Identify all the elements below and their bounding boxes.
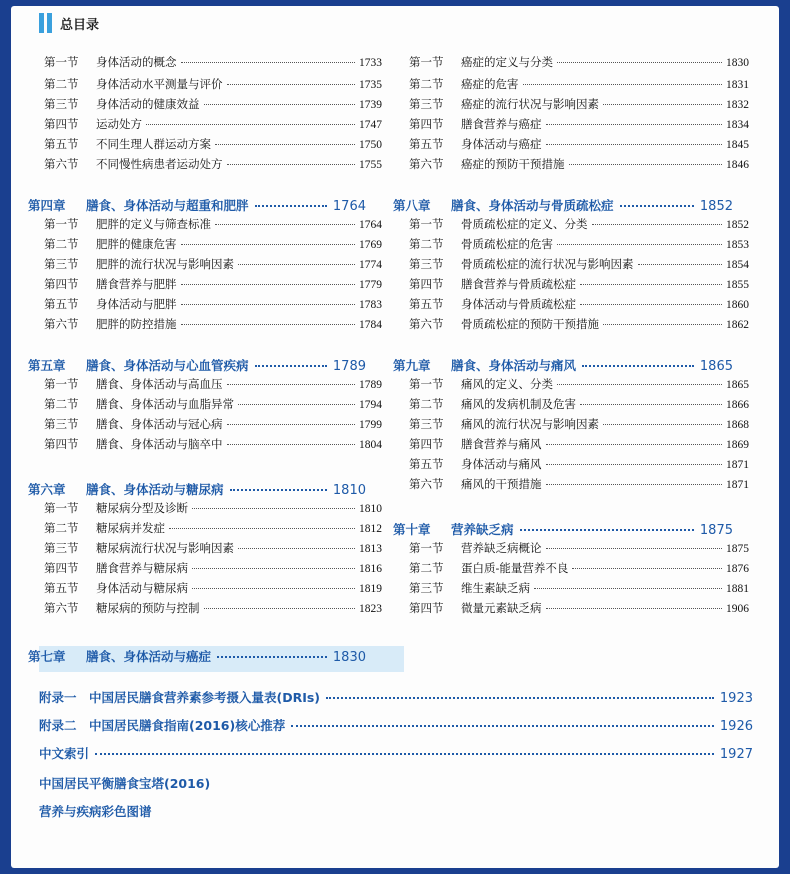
section-title: 骨质疏松症的定义、分类	[461, 217, 588, 231]
section-number: 第三节	[44, 541, 79, 555]
chapter-number: 第七章	[28, 649, 66, 664]
section-number: 第五节	[44, 137, 79, 151]
section-entry[interactable]	[409, 396, 749, 412]
page-number: 1845	[726, 139, 749, 151]
section-entry[interactable]	[44, 560, 382, 576]
section-number: 第三节	[44, 417, 79, 431]
page-number: 1789	[332, 359, 366, 374]
section-entry[interactable]	[44, 376, 382, 392]
section-entry[interactable]	[409, 376, 749, 392]
section-number: 第三节	[409, 581, 444, 595]
section-entry[interactable]	[44, 156, 382, 172]
section-number: 第二节	[409, 77, 444, 91]
leader-dots	[215, 144, 355, 145]
appendix-title: 中文索引	[39, 746, 90, 761]
page-number: 1810	[332, 483, 366, 498]
section-title: 糖尿病分型及诊断	[96, 501, 188, 515]
leader-dots	[204, 608, 356, 609]
leader-dots	[603, 424, 722, 425]
page-number: 1876	[726, 563, 749, 575]
appendix-entry[interactable]	[39, 688, 753, 706]
page-number: 1831	[726, 79, 749, 91]
leader-dots	[181, 324, 356, 325]
page-number: 1834	[726, 119, 749, 131]
chapter-entry[interactable]	[28, 356, 366, 374]
section-title: 肥胖的定义与筛查标准	[96, 217, 211, 231]
section-number: 第二节	[44, 397, 79, 411]
section-title: 膳食营养与癌症	[461, 117, 542, 131]
leader-dots	[227, 444, 356, 445]
leader-dots	[192, 568, 355, 569]
section-number: 第一节	[409, 55, 444, 69]
leader-dots	[217, 656, 327, 658]
leader-dots	[238, 404, 355, 405]
page-number: 1846	[726, 159, 749, 171]
section-title: 膳食、身体活动与脑卒中	[96, 437, 223, 451]
leader-dots	[557, 244, 722, 245]
chapter-number: 第九章	[393, 358, 431, 373]
section-entry[interactable]	[44, 216, 382, 232]
section-number: 第二节	[44, 237, 79, 251]
header-bars-icon	[39, 13, 52, 33]
page-number: 1733	[359, 57, 382, 69]
section-number: 第三节	[409, 97, 444, 111]
page-number: 1784	[359, 319, 382, 331]
appendix-title: 中国居民平衡膳食宝塔(2016)	[39, 776, 211, 791]
leader-dots	[230, 489, 327, 491]
leader-dots	[238, 548, 355, 549]
section-entry[interactable]	[44, 54, 382, 70]
section-number: 第四节	[409, 601, 444, 615]
leader-dots	[580, 404, 722, 405]
chapter-entry[interactable]	[393, 196, 733, 214]
page-header	[39, 12, 99, 34]
section-entry[interactable]	[409, 96, 749, 112]
section-entry[interactable]	[409, 456, 749, 472]
page-number: 1830	[726, 57, 749, 69]
section-number: 第五节	[409, 137, 444, 151]
page-number: 1794	[359, 399, 382, 411]
section-number: 第二节	[44, 521, 79, 535]
appendix-entry[interactable]	[39, 716, 753, 734]
section-title: 肥胖的健康危害	[96, 237, 177, 251]
leader-dots	[546, 464, 723, 465]
section-number: 第二节	[44, 77, 79, 91]
toc-page	[11, 6, 779, 868]
page-number: 1789	[359, 379, 382, 391]
section-entry[interactable]	[44, 276, 382, 292]
section-title: 骨质疏松症的危害	[461, 237, 553, 251]
section-number: 第六节	[409, 157, 444, 171]
section-title: 不同生理人群运动方案	[96, 137, 211, 151]
section-number: 第六节	[409, 317, 444, 331]
appendix-entry[interactable]	[39, 802, 152, 820]
page-number: 1853	[726, 239, 749, 251]
section-title: 骨质疏松症的流行状况与影响因素	[461, 257, 634, 271]
page-number: 1871	[726, 479, 749, 491]
section-entry[interactable]	[44, 116, 382, 132]
leader-dots	[523, 84, 723, 85]
leader-dots	[534, 588, 722, 589]
section-entry[interactable]	[409, 136, 749, 152]
page-number: 1764	[332, 199, 366, 214]
appendix-entry[interactable]	[39, 744, 753, 762]
page-number: 1779	[359, 279, 382, 291]
section-number: 第二节	[409, 237, 444, 251]
section-title: 身体活动的健康效益	[96, 97, 200, 111]
leader-dots	[227, 424, 356, 425]
leader-dots	[572, 568, 722, 569]
page-number: 1799	[359, 419, 382, 431]
section-number: 第六节	[44, 601, 79, 615]
section-entry[interactable]	[409, 476, 749, 492]
section-title: 运动处方	[96, 117, 142, 131]
section-number: 第六节	[409, 477, 444, 491]
section-number: 第三节	[409, 417, 444, 431]
section-title: 糖尿病并发症	[96, 521, 165, 535]
section-entry[interactable]	[409, 54, 749, 70]
section-entry[interactable]	[409, 540, 749, 556]
page-number: 1816	[359, 563, 382, 575]
leader-dots	[569, 164, 723, 165]
leader-dots	[546, 124, 723, 125]
leader-dots	[181, 244, 356, 245]
leader-dots	[192, 588, 355, 589]
page-number: 1871	[726, 459, 749, 471]
chapter-title: 膳食、身体活动与超重和肥胖	[86, 198, 249, 213]
section-title: 癌症的危害	[461, 77, 519, 91]
chapter-entry[interactable]	[28, 480, 366, 498]
page-number: 1855	[726, 279, 749, 291]
leader-dots	[546, 144, 723, 145]
leader-dots	[146, 124, 355, 125]
section-title: 身体活动水平测量与评价	[96, 77, 223, 91]
leader-dots	[546, 444, 723, 445]
section-entry[interactable]	[409, 436, 749, 452]
section-entry[interactable]	[409, 600, 749, 616]
chapter-title: 膳食、身体活动与心血管疾病	[86, 358, 249, 373]
section-number: 第一节	[44, 217, 79, 231]
section-entry[interactable]	[44, 396, 382, 412]
chapter-number: 第四章	[28, 198, 66, 213]
section-title: 身体活动的概念	[96, 55, 177, 69]
appendix-title: 附录一 中国居民膳食营养素参考摄入量表(DRIs)	[39, 690, 321, 705]
section-number: 第四节	[409, 117, 444, 131]
leader-dots	[546, 484, 723, 485]
section-entry[interactable]	[409, 116, 749, 132]
leader-dots	[603, 104, 722, 105]
chapter-number: 第五章	[28, 358, 66, 373]
section-title: 膳食、身体活动与血脂异常	[96, 397, 234, 411]
page-number: 1783	[359, 299, 382, 311]
leader-dots	[181, 284, 356, 285]
chapter-entry[interactable]	[393, 520, 733, 538]
section-title: 糖尿病流行状况与影响因素	[96, 541, 234, 555]
section-title: 身体活动与癌症	[461, 137, 542, 151]
section-title: 糖尿病的预防与控制	[96, 601, 200, 615]
section-number: 第一节	[409, 377, 444, 391]
chapter-title: 膳食、身体活动与糖尿病	[86, 482, 224, 497]
leader-dots	[557, 62, 722, 63]
leader-dots	[238, 264, 355, 265]
section-number: 第四节	[44, 437, 79, 451]
section-number: 第五节	[409, 297, 444, 311]
section-number: 第五节	[44, 581, 79, 595]
page-number: 1804	[359, 439, 382, 451]
page-number: 1875	[726, 543, 749, 555]
section-number: 第一节	[409, 217, 444, 231]
section-entry[interactable]	[409, 296, 749, 312]
section-title: 蛋白质-能量营养不良	[461, 561, 569, 575]
leader-dots	[255, 365, 327, 367]
leader-dots	[192, 508, 355, 509]
section-entry[interactable]	[409, 316, 749, 332]
section-entry[interactable]	[409, 580, 749, 596]
page-number: 1923	[719, 691, 753, 706]
section-entry[interactable]	[44, 540, 382, 556]
page-number: 1812	[359, 523, 382, 535]
section-title: 膳食、身体活动与冠心病	[96, 417, 223, 431]
section-entry[interactable]	[409, 276, 749, 292]
leader-dots	[580, 284, 722, 285]
leader-dots	[638, 264, 723, 265]
page-number: 1854	[726, 259, 749, 271]
section-entry[interactable]	[409, 560, 749, 576]
page-number: 1868	[726, 419, 749, 431]
section-entry[interactable]	[44, 436, 382, 452]
page-number: 1830	[332, 650, 366, 665]
section-entry[interactable]	[409, 256, 749, 272]
page-number: 1875	[699, 523, 733, 538]
page-number: 1813	[359, 543, 382, 555]
section-number: 第四节	[44, 117, 79, 131]
appendix-title: 附录二 中国居民膳食指南(2016)核心推荐	[39, 718, 286, 733]
section-title: 膳食营养与糖尿病	[96, 561, 188, 575]
section-title: 癌症的定义与分类	[461, 55, 553, 69]
page-number: 1764	[359, 219, 382, 231]
chapter-number: 第十章	[393, 522, 431, 537]
page-number: 1750	[359, 139, 382, 151]
section-entry[interactable]	[44, 236, 382, 252]
section-number: 第四节	[44, 561, 79, 575]
leader-dots	[546, 608, 723, 609]
page-number: 1852	[726, 219, 749, 231]
page-number: 1739	[359, 99, 382, 111]
leader-dots	[520, 529, 694, 531]
leader-dots	[204, 104, 356, 105]
section-entry[interactable]	[44, 136, 382, 152]
page-number: 1881	[726, 583, 749, 595]
section-entry[interactable]	[409, 236, 749, 252]
section-number: 第五节	[409, 457, 444, 471]
section-title: 膳食、身体活动与高血压	[96, 377, 223, 391]
page-number: 1735	[359, 79, 382, 91]
leader-dots	[227, 384, 356, 385]
section-title: 痛风的发病机制及危害	[461, 397, 576, 411]
section-number: 第六节	[44, 157, 79, 171]
leader-dots	[227, 84, 356, 85]
section-title: 微量元素缺乏病	[461, 601, 542, 615]
section-title: 痛风的流行状况与影响因素	[461, 417, 599, 431]
section-entry[interactable]	[44, 520, 382, 536]
section-number: 第二节	[409, 397, 444, 411]
section-entry[interactable]	[44, 96, 382, 112]
chapter-title: 膳食、身体活动与癌症	[86, 649, 212, 664]
page-number: 1862	[726, 319, 749, 331]
section-number: 第三节	[44, 257, 79, 271]
appendix-entry[interactable]	[39, 774, 210, 792]
section-number: 第一节	[409, 541, 444, 555]
page-number: 1852	[699, 199, 733, 214]
page-number: 1819	[359, 583, 382, 595]
section-entry[interactable]	[409, 156, 749, 172]
section-entry[interactable]	[44, 600, 382, 616]
section-title: 身体活动与肥胖	[96, 297, 177, 311]
section-number: 第四节	[409, 277, 444, 291]
page-number: 1926	[719, 719, 753, 734]
page-number: 1747	[359, 119, 382, 131]
section-entry[interactable]	[409, 216, 749, 232]
leader-dots	[181, 62, 356, 63]
section-title: 身体活动与糖尿病	[96, 581, 188, 595]
leader-dots	[603, 324, 722, 325]
section-title: 膳食营养与痛风	[461, 437, 542, 451]
section-entry[interactable]	[409, 76, 749, 92]
section-number: 第三节	[409, 257, 444, 271]
chapter-title: 膳食、身体活动与骨质疏松症	[451, 198, 614, 213]
leader-dots	[227, 164, 356, 165]
page-number: 1823	[359, 603, 382, 615]
section-title: 癌症的流行状况与影响因素	[461, 97, 599, 111]
section-entry[interactable]	[44, 316, 382, 332]
leader-dots	[582, 365, 694, 367]
section-number: 第一节	[44, 55, 79, 69]
leader-dots	[620, 205, 694, 207]
leader-dots	[95, 753, 714, 755]
section-title: 维生素缺乏病	[461, 581, 530, 595]
leader-dots	[580, 304, 722, 305]
section-number: 第一节	[44, 377, 79, 391]
section-entry[interactable]	[44, 500, 382, 516]
section-number: 第三节	[44, 97, 79, 111]
section-title: 营养缺乏病概论	[461, 541, 542, 555]
page-number: 1865	[726, 379, 749, 391]
section-title: 肥胖的流行状况与影响因素	[96, 257, 234, 271]
section-number: 第二节	[409, 561, 444, 575]
chapter-number: 第六章	[28, 482, 66, 497]
section-title: 癌症的预防干预措施	[461, 157, 565, 171]
section-title: 骨质疏松症的预防干预措施	[461, 317, 599, 331]
chapter-title: 营养缺乏病	[451, 522, 514, 537]
page-number: 1865	[699, 359, 733, 374]
page-number: 1869	[726, 439, 749, 451]
chapter-entry[interactable]	[393, 356, 733, 374]
page-number: 1860	[726, 299, 749, 311]
page-number: 1755	[359, 159, 382, 171]
leader-dots	[326, 697, 714, 699]
section-title: 身体活动与痛风	[461, 457, 542, 471]
section-title: 肥胖的防控措施	[96, 317, 177, 331]
chapter-number: 第八章	[393, 198, 431, 213]
page-title: 总目录	[60, 17, 100, 33]
leader-dots	[169, 528, 355, 529]
chapter-entry[interactable]	[28, 647, 366, 665]
page-number: 1832	[726, 99, 749, 111]
chapter-title: 膳食、身体活动与痛风	[451, 358, 577, 373]
leader-dots	[592, 224, 723, 225]
section-number: 第四节	[409, 437, 444, 451]
section-title: 膳食营养与肥胖	[96, 277, 177, 291]
appendix-title: 营养与疾病彩色图谱	[39, 804, 152, 819]
leader-dots	[291, 725, 714, 727]
section-title: 身体活动与骨质疏松症	[461, 297, 576, 311]
page-number: 1927	[719, 747, 753, 762]
section-title: 膳食营养与骨质疏松症	[461, 277, 576, 291]
section-number: 第六节	[44, 317, 79, 331]
section-entry[interactable]	[44, 76, 382, 92]
leader-dots	[215, 224, 355, 225]
leader-dots	[546, 548, 723, 549]
page-number: 1906	[726, 603, 749, 615]
section-number: 第一节	[44, 501, 79, 515]
section-entry[interactable]	[44, 296, 382, 312]
chapter-entry[interactable]	[28, 196, 366, 214]
section-entry[interactable]	[409, 416, 749, 432]
leader-dots	[181, 304, 356, 305]
page-number: 1774	[359, 259, 382, 271]
leader-dots	[255, 205, 327, 207]
section-number: 第四节	[44, 277, 79, 291]
page-number: 1769	[359, 239, 382, 251]
section-entry[interactable]	[44, 256, 382, 272]
section-title: 不同慢性病患者运动处方	[96, 157, 223, 171]
section-entry[interactable]	[44, 416, 382, 432]
page-number: 1866	[726, 399, 749, 411]
section-number: 第五节	[44, 297, 79, 311]
section-title: 痛风的定义、分类	[461, 377, 553, 391]
leader-dots	[557, 384, 722, 385]
section-entry[interactable]	[44, 580, 382, 596]
page-number: 1810	[359, 503, 382, 515]
section-title: 痛风的干预措施	[461, 477, 542, 491]
